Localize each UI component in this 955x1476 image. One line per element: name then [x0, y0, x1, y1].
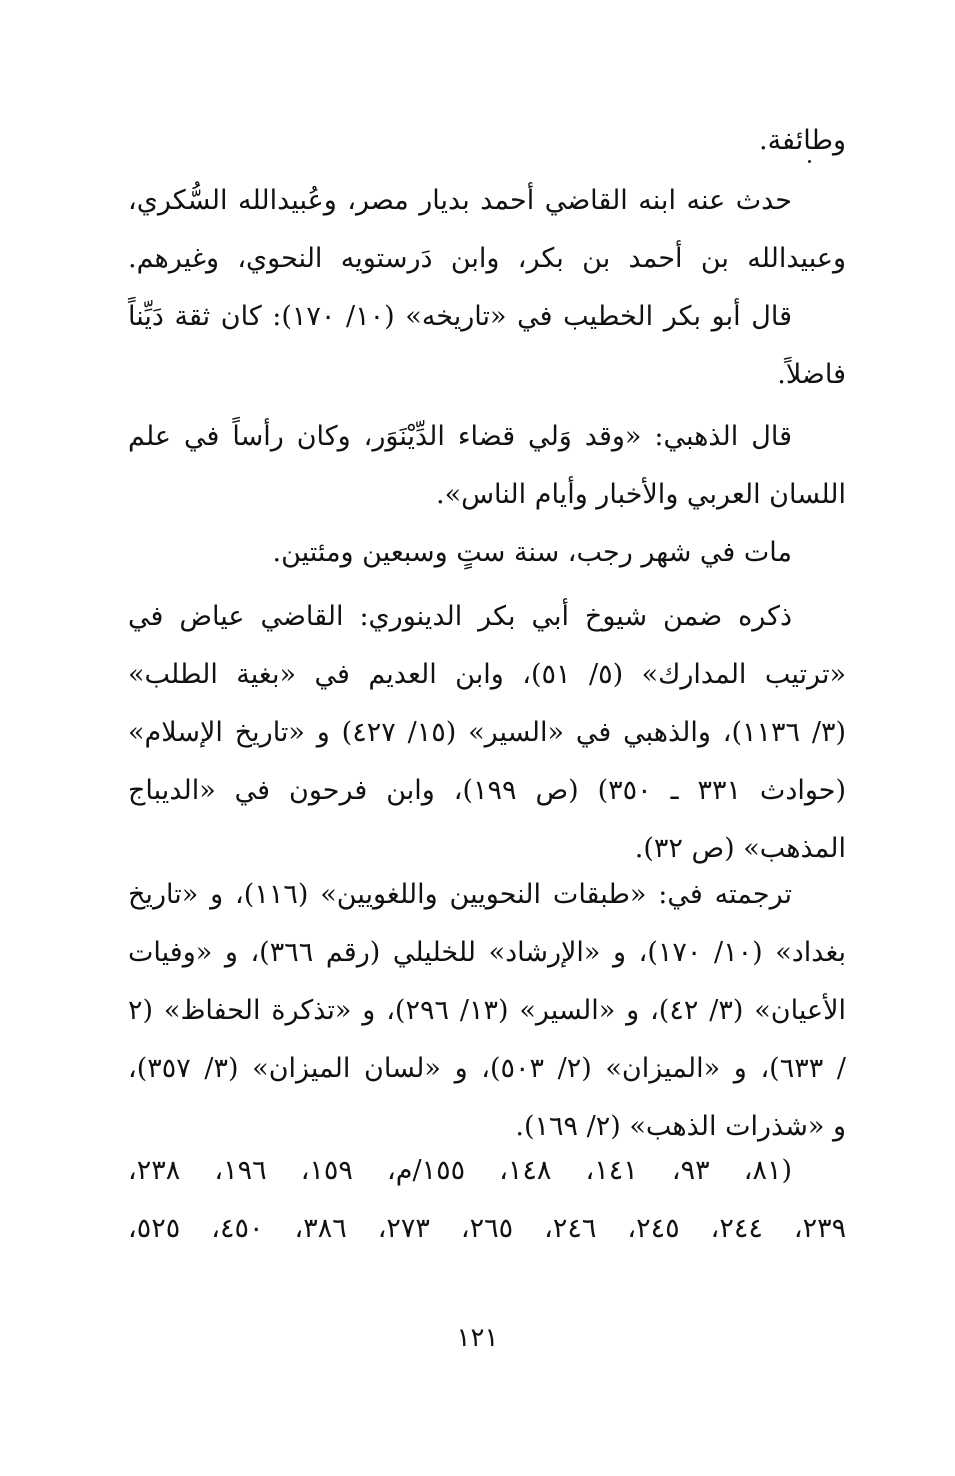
- text-line: (٨١، ٩٣، ١٤١، ١٤٨، ١٥٥/م، ١٥٩، ١٩٦، ٢٣٨،: [128, 1155, 792, 1186]
- text-line: وطائفة.: [759, 125, 846, 156]
- paragraph-biography-sources: [128, 866, 846, 1156]
- page-number: ١٢١: [456, 1323, 499, 1353]
- text-line: قال أبو بكر الخطيب في «تاريخه» (١٠/ ١٧٠): كان ثقة دَيِّناً: [128, 301, 792, 332]
- text-line: الأعيان» (٣/ ٤٢)، و «السير» (١٣/ ٢٩٦)، و «تذكرة الحفاظ» (٢: [128, 995, 846, 1026]
- paragraph-narrators: [128, 172, 846, 288]
- text-line: حدث عنه ابنه القاضي أحمد بديار مصر، وعُبيدالله السُّكري،: [128, 185, 792, 216]
- text-line: / ٦٣٣)، و «الميزان» (٢/ ٥٠٣)، و «لسان الميزان» (٣/ ٣٥٧)،: [128, 1053, 846, 1084]
- text-line: وعبيدالله بن أحمد بن بكر، وابن دَرستويه النحوي، وغيرهم.: [128, 243, 846, 274]
- text-line: (حوادث ٣٣١ ـ ٣٥٠) (ص ١٩٩)، وابن فرحون في «الديباج: [128, 775, 847, 806]
- text-line: (٣/ ١١٣٦)، والذهبي في «السير» (١٥/ ٤٢٧) و «تاريخ الإسلام»: [128, 717, 847, 748]
- text-line: بغداد» (١٠/ ١٧٠)، و «الإرشاد» للخليلي (رقم ٣٦٦)، و «وفيات: [128, 937, 846, 968]
- text-line: ترجمته في: «طبقات النحويين واللغويين» (١١٦)، و «تاريخ: [128, 879, 792, 910]
- paragraph-dhahabi-quote: [128, 408, 846, 524]
- text-line: «ترتيب المدارك» (٥/ ٥١)، وابن العديم في «بغية الطلب»: [128, 659, 846, 690]
- text-line: ذكره ضمن شيوخ أبي بكر الدينوري: القاضي عياض في: [128, 601, 792, 632]
- text-line: اللسان العربي والأخبار وأيام الناس».: [435, 479, 846, 510]
- text-line: قال الذهبي: «وقد وَلي قضاء الدِّيْنَوَر، وكان رأساً في علم: [128, 421, 792, 452]
- text-line: مات في شهر رجب، سنة ستٍ وسبعين ومئتين.: [272, 537, 792, 568]
- paragraph-reference-numbers: [128, 1142, 846, 1258]
- text-line: و «شذرات الذهب» (٢/ ١٦٩).: [515, 1111, 846, 1142]
- text-line: المذهب» (ص ٣٢).: [634, 833, 846, 864]
- text-line: ٢٣٩، ٢٤٤، ٢٤٥، ٢٤٦، ٢٦٥، ٢٧٣، ٣٨٦، ٤٥٠، ٥٢٥،: [128, 1213, 847, 1244]
- paragraph-khatib-quote: [128, 288, 846, 404]
- paragraph-intro: [128, 112, 846, 170]
- paragraph-mentioned-by: [128, 588, 846, 878]
- paragraph-death: [128, 524, 846, 582]
- text-line: فاضلاً.: [777, 359, 846, 390]
